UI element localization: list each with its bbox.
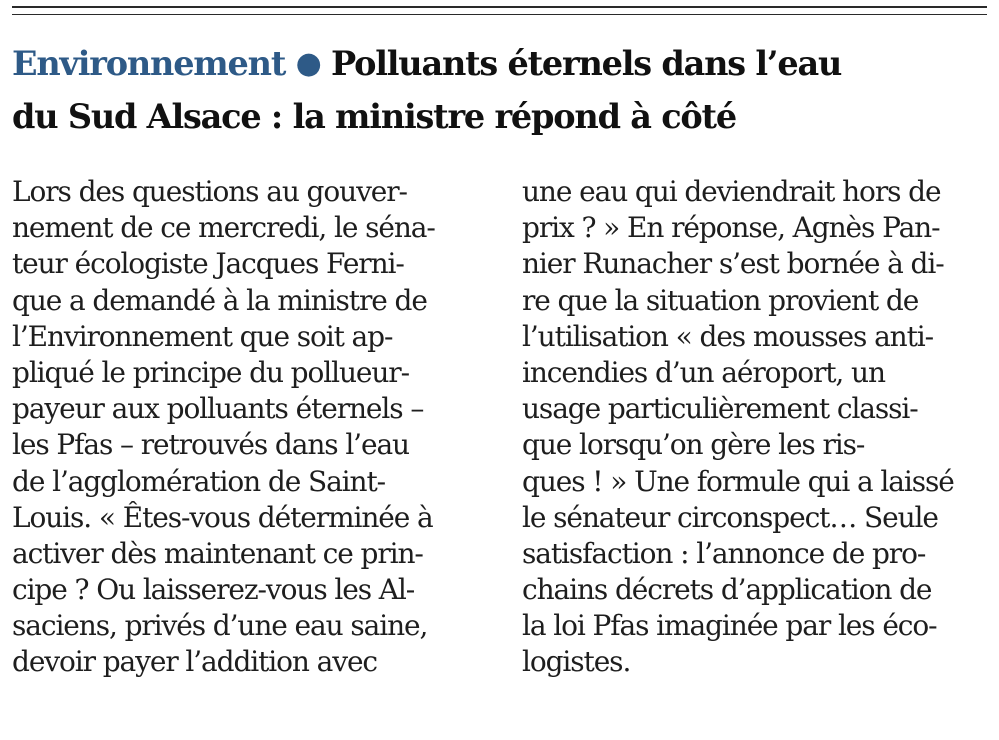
text-line: devoir payer l’addition avec xyxy=(12,645,378,679)
article-column-right xyxy=(522,174,992,681)
text-line: Louis. « Êtes-vous déterminée à xyxy=(12,500,433,534)
text-line: prix ? » En réponse, Agnès Pan- xyxy=(522,211,940,245)
text-line: incendies d’un aéroport, un xyxy=(522,355,885,389)
text-line: nier Runacher s’est bornée à di- xyxy=(522,247,944,281)
text-line: activer dès maintenant ce prin- xyxy=(12,536,423,570)
text-line: que a demandé à la ministre de xyxy=(12,283,427,317)
text-line: chains décrets d’application de xyxy=(522,573,932,607)
top-rule-thin xyxy=(12,14,987,15)
text-line: le sénateur circonspect… Seule xyxy=(522,500,938,534)
text-line: l’Environnement que soit ap- xyxy=(12,319,393,353)
text-line: teur écologiste Jacques Ferni- xyxy=(12,247,404,281)
section-kicker: Environnement xyxy=(12,44,286,83)
text-line: que lorsqu’on gère les ris- xyxy=(522,428,865,462)
text-line: re que la situation provient de xyxy=(522,283,919,317)
text-line: usage particulièrement classi- xyxy=(522,392,918,426)
text-line: nement de ce mercredi, le séna- xyxy=(12,211,435,245)
text-line: satisfaction : l’annonce de pro- xyxy=(522,536,926,570)
text-line: les Pfas – retrouvés dans l’eau xyxy=(12,428,409,462)
text-line: Lors des questions au gouver- xyxy=(12,175,407,208)
text-line: payeur aux polluants éternels – xyxy=(12,392,424,426)
headline-title-line2: du Sud Alsace : la ministre répond à côté xyxy=(12,97,736,136)
bullet-separator-icon: ● xyxy=(295,46,321,81)
article-headline xyxy=(12,38,992,142)
text-line: l’utilisation « des mousses anti- xyxy=(522,319,933,353)
text-line: ques ! » Une formule qui a laissé xyxy=(522,464,954,498)
top-rule xyxy=(12,6,987,8)
text-line: cipe ? Ou laisserez-vous les Al- xyxy=(12,573,415,607)
text-line: pliqué le principe du pollueur- xyxy=(12,355,409,389)
headline-title-line1: Polluants éternels dans l’eau xyxy=(331,44,842,83)
text-line: la loi Pfas imaginée par les éco- xyxy=(522,609,937,643)
text-line: une eau qui deviendrait hors de xyxy=(522,175,941,208)
text-line: logistes. xyxy=(522,645,631,679)
text-line: saciens, privés d’une eau saine, xyxy=(12,609,428,643)
article-column-left xyxy=(12,174,482,681)
text-line: de l’agglomération de Saint- xyxy=(12,464,385,498)
